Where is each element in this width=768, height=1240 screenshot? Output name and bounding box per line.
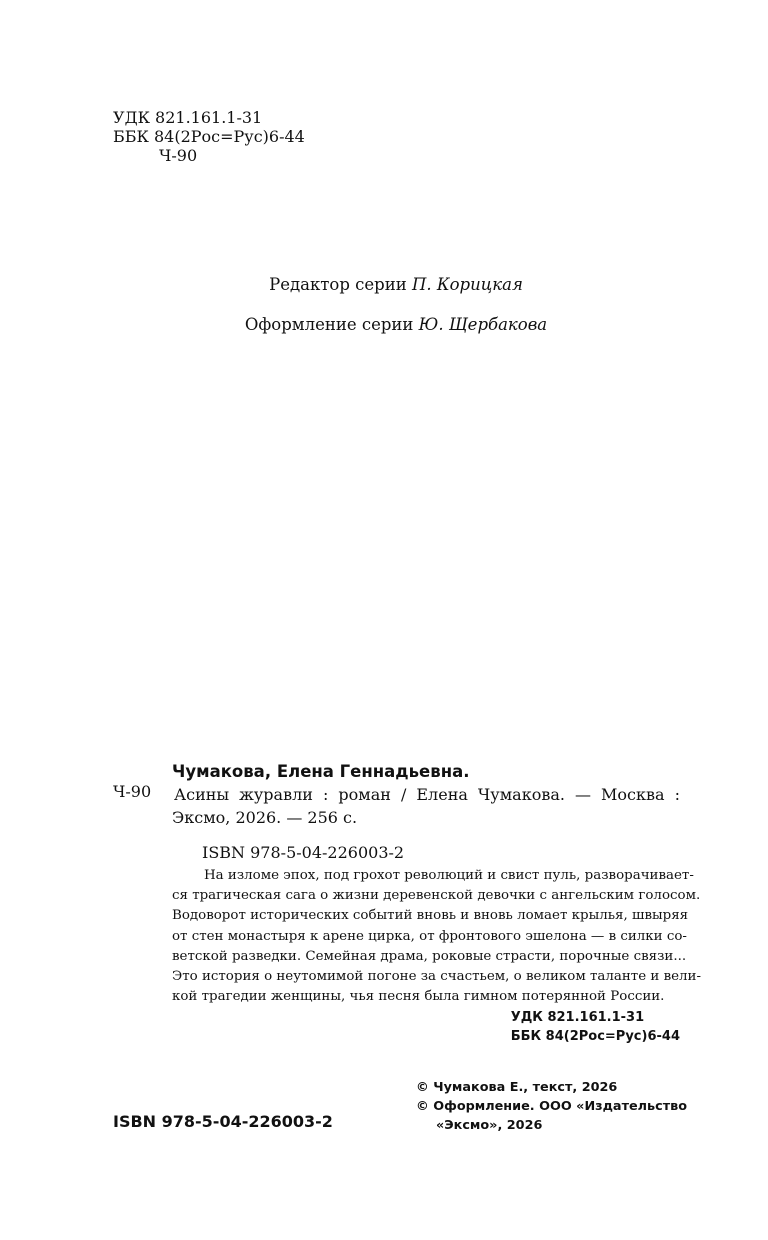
annotation-line: от стен монастыря к арене цирка, от фронтового эшелона — в силки со- bbox=[172, 928, 687, 944]
bbk-code: ББК 84(2Рос=Рус)6-44 bbox=[113, 127, 305, 146]
udk-code: УДК 821.161.1-31 bbox=[113, 108, 263, 127]
annotation-line: ся трагическая сага о жизни деревенской девочки с ангельским голосом. bbox=[172, 888, 701, 904]
series-editor-name: П. Корицкая bbox=[411, 275, 523, 294]
isbn-bottom: ISBN 978-5-04-226003-2 bbox=[113, 1112, 333, 1131]
copyright-design-cont: «Эксмо», 2026 bbox=[436, 1118, 543, 1133]
series-editor-label: Редактор серии bbox=[269, 275, 407, 294]
series-design-name: Ю. Щербакова bbox=[418, 315, 548, 334]
copyright-block bbox=[416, 1078, 687, 1135]
udk-code-bottom: УДК 821.161.1-31 bbox=[510, 1010, 645, 1025]
cip-author-sign: Ч-90 bbox=[113, 782, 152, 801]
annotation-line: ветской разведки. Семейная драма, роковые страсти, порочные связи... bbox=[172, 948, 687, 964]
annotation-line: На изломе эпох, под грохот революций и свист пуль, разворачивает- bbox=[204, 868, 694, 883]
cip-author: Чумакова, Елена Геннадьевна. bbox=[172, 762, 470, 781]
annotation-line: кой трагедии женщины, чья песня была гимном потерянной России. bbox=[172, 989, 665, 1005]
cip-record bbox=[172, 760, 680, 864]
cip-description: Асины журавли : роман / Елена Чумакова. — Москва : Эксмо, 2026. — 256 с. bbox=[172, 785, 680, 827]
copyright-text: © Чумакова Е., текст, 2026 bbox=[416, 1080, 618, 1095]
copyright-design: © Оформление. ООО «Издательство bbox=[416, 1099, 688, 1114]
bbk-code-bottom: ББК 84(2Рос=Рус)6-44 bbox=[510, 1029, 680, 1044]
series-editor-credit bbox=[12, 275, 768, 295]
book-annotation bbox=[172, 866, 701, 1007]
annotation-line: Водоворот исторических событий вновь и вновь ломает крылья, швыряя bbox=[172, 908, 689, 924]
classification-codes-bottom bbox=[511, 1008, 680, 1046]
series-design-credit bbox=[12, 315, 768, 335]
classification-codes-top bbox=[113, 108, 305, 165]
author-sign: Ч-90 bbox=[159, 146, 198, 165]
annotation-line: Это история о неутомимой погоне за счастьем, о великом таланте и вели- bbox=[172, 969, 701, 985]
cip-isbn: ISBN 978-5-04-226003-2 bbox=[202, 843, 405, 862]
series-design-label: Оформление серии bbox=[244, 315, 414, 334]
